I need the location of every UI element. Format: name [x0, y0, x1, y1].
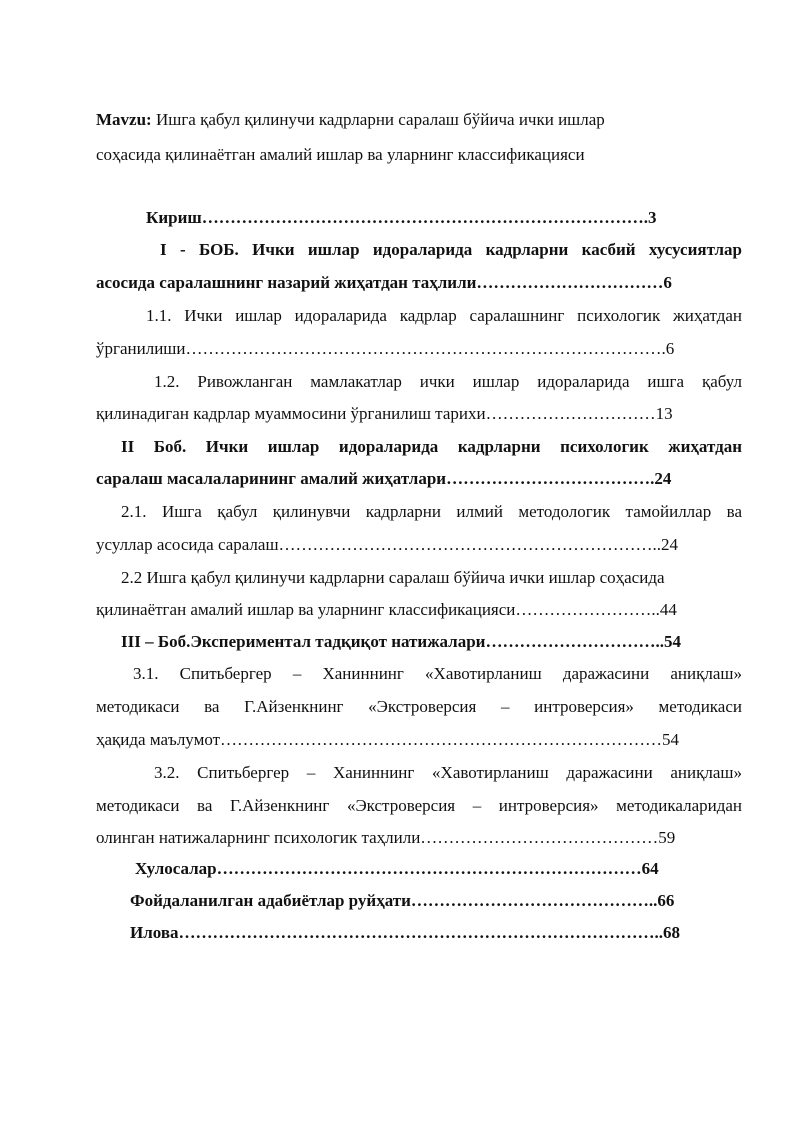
toc-section-1-2-line-1: 1.2. Ривожланган мамлакатлар ички ишлар идораларида ишга қабул	[154, 372, 742, 391]
topic-title-part-1: Ишга қабул қилинучи кадрларни саралаш бўйича ички ишлар	[155, 110, 605, 129]
toc-section-2-2-line-1: 2.2 Ишга қабул қилинучи кадрларни саралаш бўйича ички ишлар соҳасида	[121, 568, 665, 587]
toc-references: Фойдаланилган адабиётлар руйҳати……………………………………..66	[130, 891, 675, 910]
toc-section-2-1-line-2: усуллар асосида саралаш…………………………………………………………..24	[96, 535, 679, 554]
toc-chapter-2-line-1: II Боб. Ички ишлар идораларида кадрларни психологик жиҳатдан	[121, 437, 742, 456]
toc-chapter-1-line-2: асосида саралашнинг назарий жиҳатдан таҳлили……………………………6	[96, 273, 672, 292]
toc-appendix: Илова…………………………………………………………………………..68	[130, 923, 681, 942]
toc-section-1-1-line-2: ўрганилиши………………………………………………………………………….6	[96, 339, 675, 358]
toc-section-3-2-line-2: методикаси ва Г.Айзенкнинг «Экстроверсия – интроверсия» методикаларидан	[96, 796, 742, 815]
toc-section-2-1-line-1: 2.1. Ишга қабул қилинувчи кадрларни илмий методологик тамойиллар ва	[121, 502, 742, 521]
toc-section-2-2-line-2: қилинаётган амалий ишлар ва уларнинг классификацияси……………………..44	[96, 600, 677, 619]
toc-conclusions: Хулосалар…………………………………………………………………64	[135, 859, 659, 878]
toc-section-3-1-line-3: ҳақида маълумот……………………………………………………………………54	[96, 730, 680, 749]
toc-section-3-1-line-2: методикаси ва Г.Айзенкнинг «Экстроверсия – интроверсия» методикаси	[96, 697, 742, 716]
toc-intro: Кириш…………………………………………………………………….3	[146, 208, 657, 227]
toc-section-1-2-line-2: қилинадиган кадрлар муаммосини ўрганилиш тарихи…………………………13	[96, 404, 673, 423]
topic-line-1	[96, 110, 605, 130]
toc-chapter-2-line-2: саралаш масалаларининг амалий жиҳатлари……………………………….24	[96, 469, 672, 488]
toc-chapter-3: III – Боб.Экспериментал тадқиқот натижалари…………………………..54	[121, 632, 681, 651]
topic-title-part-2: соҳасида қилинаётган амалий ишлар ва уларнинг классификацияси	[96, 145, 585, 164]
toc-section-3-2-line-1: 3.2. Спитьбергер – Ханиннинг «Хавотирланиш даражасини аниқлаш»	[154, 763, 742, 782]
toc-section-3-1-line-1: 3.1. Спитьбергер – Ханиннинг «Хавотирланиш даражасини аниқлаш»	[133, 664, 742, 683]
toc-section-1-1-line-1: 1.1. Ички ишлар идораларида кадрлар саралашнинг психологик жиҳатдан	[146, 306, 742, 325]
toc-chapter-1-line-1: I - БОБ. Ички ишлар идораларида кадрларни касбий хусусиятлар	[160, 240, 742, 259]
toc-section-3-2-line-3: олинган натижаларнинг психологик таҳлили……………………………………59	[96, 828, 676, 847]
topic-label: Mavzu:	[96, 110, 152, 129]
